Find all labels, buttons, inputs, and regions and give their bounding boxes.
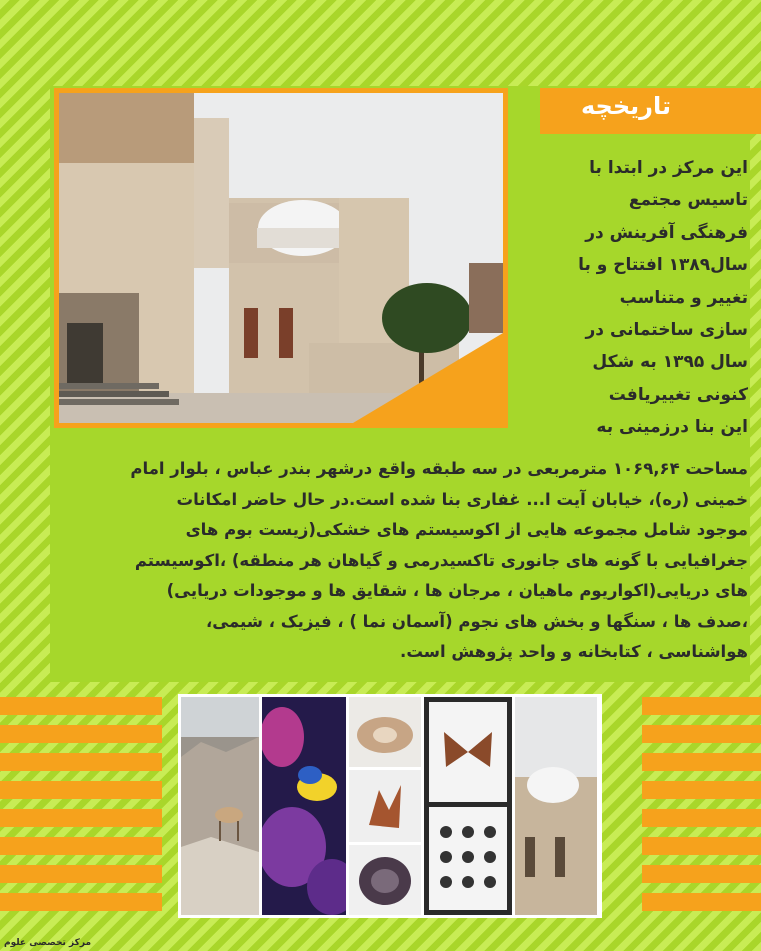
exhibits-collage [178, 694, 602, 918]
collage-desert-gazelle [181, 697, 259, 915]
text-line: هواشناسی ، کتابخانه و واحد پژوهش است. [400, 642, 748, 661]
text-line: ،صدف ها ، سنگها و بخش های نجوم (آسمان نما ) ، فیزیک ، شیمی، [205, 611, 748, 631]
collage-shells-stones [349, 697, 421, 915]
text-line: خمینی (ره)، خیابان آیت ا... غفاری بنا شده است.در حال حاضر امکانات [176, 489, 748, 509]
text-line: جغرافیایی با گونه های جانوری تاکسیدرمی و گیاهان هر منطقه) ،اکوسیستم [134, 550, 748, 570]
text-line: سال ۱۳۹۵ به شکل [592, 352, 748, 373]
decorative-stripes-right [642, 697, 761, 921]
text-line: سال۱۳۸۹ افتتاح و با [578, 255, 748, 276]
title-bar [540, 88, 761, 134]
decorative-stripes-left [0, 697, 162, 921]
page-title: تاریخچه [581, 92, 671, 120]
collage-observatory [515, 697, 597, 915]
footer-watermark: مرکز تخصصی علوم [4, 938, 92, 948]
text-line: تغییر و متناسب [619, 287, 748, 308]
history-text-full [58, 454, 748, 668]
text-line: این بنا درزمینی به [596, 417, 748, 438]
history-text-side [514, 152, 748, 444]
building-photo [59, 93, 503, 423]
text-line: تاسیس مجتمع [628, 190, 748, 211]
photo-corner-triangle [353, 333, 503, 423]
text-line: کنونی تغییریافت [608, 384, 748, 405]
text-line: فرهنگی آفرینش در [585, 222, 748, 243]
text-line: مساحت ۱۰۶۹,۶۴ مترمربعی در سه طبقه واقع درشهر بندر عباس ، بلوار امام [130, 459, 748, 478]
text-line: این مرکز در ابتدا با [589, 158, 748, 178]
building-photo-frame [54, 88, 508, 428]
text-line: سازی ساختمانی در [585, 320, 748, 341]
text-line: موجود شامل مجموعه هایی از اکوسیستم های خشکی(زیست بوم های [185, 520, 748, 539]
text-line: های دریایی(اکواریوم ماهیان ، مرجان ها ، شقایق ها و موجودات دریایی) [166, 581, 748, 600]
collage-butterflies [424, 697, 512, 915]
collage-aquarium [262, 697, 346, 915]
